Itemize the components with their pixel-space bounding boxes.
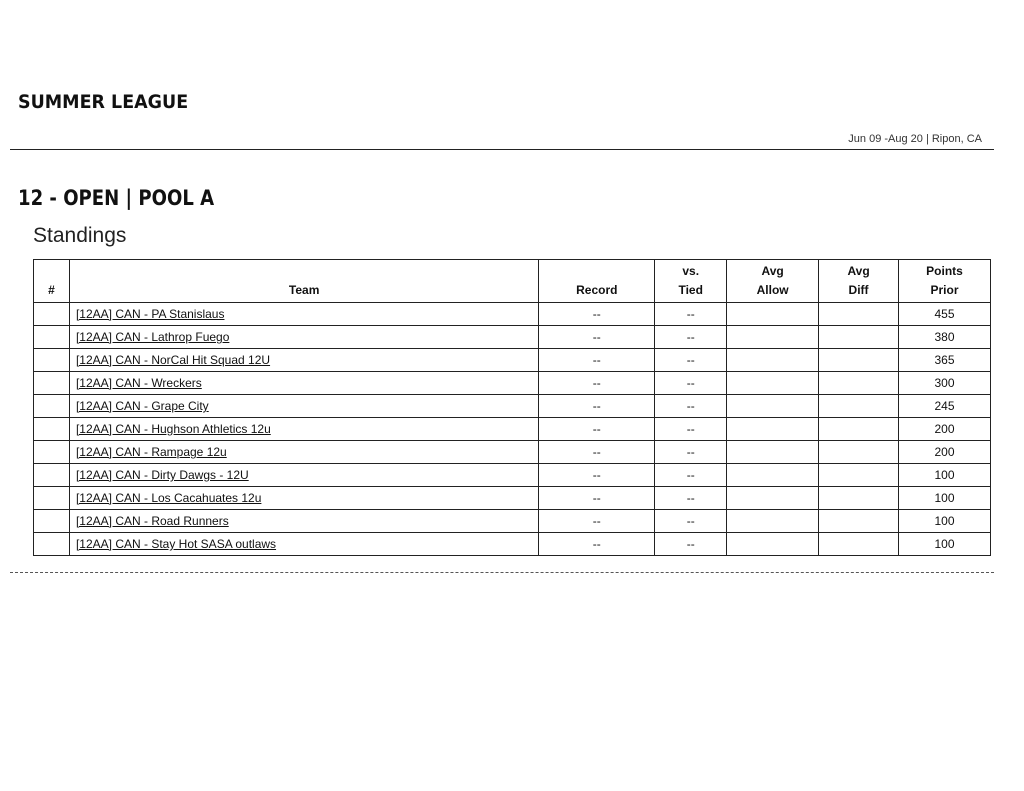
vs-tied-cell: -- [655,487,727,510]
avg-diff-cell [819,326,899,349]
section-title: Standings [33,224,127,247]
avg-diff-cell [819,303,899,326]
event-dates-location: Jun 09 -Aug 20 | Ripon, CA [848,133,982,145]
points-prior-cell: 365 [899,349,991,372]
col-header-avg-diff [819,260,899,303]
avg-allow-cell [727,418,819,441]
rank-cell [34,487,70,510]
avg-diff-cell [819,372,899,395]
col-header-avg-allow-line2: Allow [756,283,789,297]
col-header-vs-tied [655,260,727,303]
record-cell: -- [539,395,655,418]
points-prior-cell: 100 [899,510,991,533]
vs-tied-cell: -- [655,441,727,464]
points-prior-cell: 200 [899,441,991,464]
avg-diff-cell [819,441,899,464]
avg-allow-cell [727,510,819,533]
vs-tied-cell: -- [655,326,727,349]
rank-cell [34,303,70,326]
avg-allow-cell [727,303,819,326]
vs-tied-cell: -- [655,418,727,441]
table-row [34,533,991,556]
avg-allow-cell [727,464,819,487]
rank-cell [34,395,70,418]
rank-cell [34,326,70,349]
col-header-record: Record [539,260,655,303]
col-header-points-prior-line2: Prior [930,283,959,297]
table-row [34,487,991,510]
avg-allow-cell [727,487,819,510]
rank-cell [34,372,70,395]
avg-diff-cell [819,349,899,372]
col-header-vs-tied-line2: Tied [678,283,703,297]
vs-tied-cell: -- [655,349,727,372]
record-cell: -- [539,441,655,464]
avg-allow-cell [727,533,819,556]
team-link[interactable]: [12AA] CAN - Los Cacahuates 12u [69,487,538,510]
team-link[interactable]: [12AA] CAN - Lathrop Fuego [69,326,538,349]
rank-cell [34,441,70,464]
team-link[interactable]: [12AA] CAN - Wreckers [69,372,538,395]
avg-diff-cell [819,464,899,487]
team-link[interactable]: [12AA] CAN - Hughson Athletics 12u [69,418,538,441]
avg-diff-cell [819,395,899,418]
rank-cell [34,510,70,533]
table-row [34,303,991,326]
rank-cell [34,464,70,487]
rank-cell [34,349,70,372]
team-link[interactable]: [12AA] CAN - NorCal Hit Squad 12U [69,349,538,372]
col-header-avg-allow-line1: Avg [761,264,784,278]
points-prior-cell: 300 [899,372,991,395]
team-link[interactable]: [12AA] CAN - Stay Hot SASA outlaws [69,533,538,556]
points-prior-cell: 245 [899,395,991,418]
col-header-avg-diff-line2: Diff [848,283,869,297]
table-row [34,418,991,441]
footer-divider [10,572,994,573]
avg-allow-cell [727,349,819,372]
table-row [34,510,991,533]
points-prior-cell: 380 [899,326,991,349]
col-header-avg-diff-line1: Avg [847,264,870,278]
header-divider [10,149,994,150]
table-row [34,326,991,349]
points-prior-cell: 100 [899,487,991,510]
record-cell: -- [539,464,655,487]
vs-tied-cell: -- [655,303,727,326]
col-header-vs-tied-line1: vs. [682,264,700,278]
col-header-rank: # [34,260,70,303]
team-link[interactable]: [12AA] CAN - Grape City [69,395,538,418]
avg-diff-cell [819,418,899,441]
vs-tied-cell: -- [655,395,727,418]
avg-diff-cell [819,510,899,533]
avg-allow-cell [727,441,819,464]
col-header-points-prior-line1: Points [926,264,963,278]
vs-tied-cell: -- [655,464,727,487]
points-prior-cell: 100 [899,464,991,487]
vs-tied-cell: -- [655,372,727,395]
record-cell: -- [539,487,655,510]
division-title: 12 - OPEN | POOL A [18,186,215,210]
team-link[interactable]: [12AA] CAN - Road Runners [69,510,538,533]
avg-allow-cell [727,326,819,349]
record-cell: -- [539,418,655,441]
team-link[interactable]: [12AA] CAN - PA Stanislaus [69,303,538,326]
col-header-team: Team [69,260,538,303]
table-row [34,372,991,395]
avg-diff-cell [819,533,899,556]
rank-cell [34,418,70,441]
col-header-points-prior [899,260,991,303]
record-cell: -- [539,326,655,349]
points-prior-cell: 200 [899,418,991,441]
avg-allow-cell [727,372,819,395]
table-row [34,349,991,372]
vs-tied-cell: -- [655,533,727,556]
record-cell: -- [539,372,655,395]
points-prior-cell: 100 [899,533,991,556]
table-row [34,395,991,418]
vs-tied-cell: -- [655,510,727,533]
points-prior-cell: 455 [899,303,991,326]
rank-cell [34,533,70,556]
league-title: SUMMER LEAGUE [18,91,189,113]
avg-diff-cell [819,487,899,510]
record-cell: -- [539,533,655,556]
avg-allow-cell [727,395,819,418]
standings-table [33,259,991,556]
record-cell: -- [539,510,655,533]
table-row [34,464,991,487]
record-cell: -- [539,349,655,372]
table-row [34,441,991,464]
record-cell: -- [539,303,655,326]
team-link[interactable]: [12AA] CAN - Dirty Dawgs - 12U [69,464,538,487]
standings-header-row [34,260,991,303]
team-link[interactable]: [12AA] CAN - Rampage 12u [69,441,538,464]
col-header-avg-allow [727,260,819,303]
